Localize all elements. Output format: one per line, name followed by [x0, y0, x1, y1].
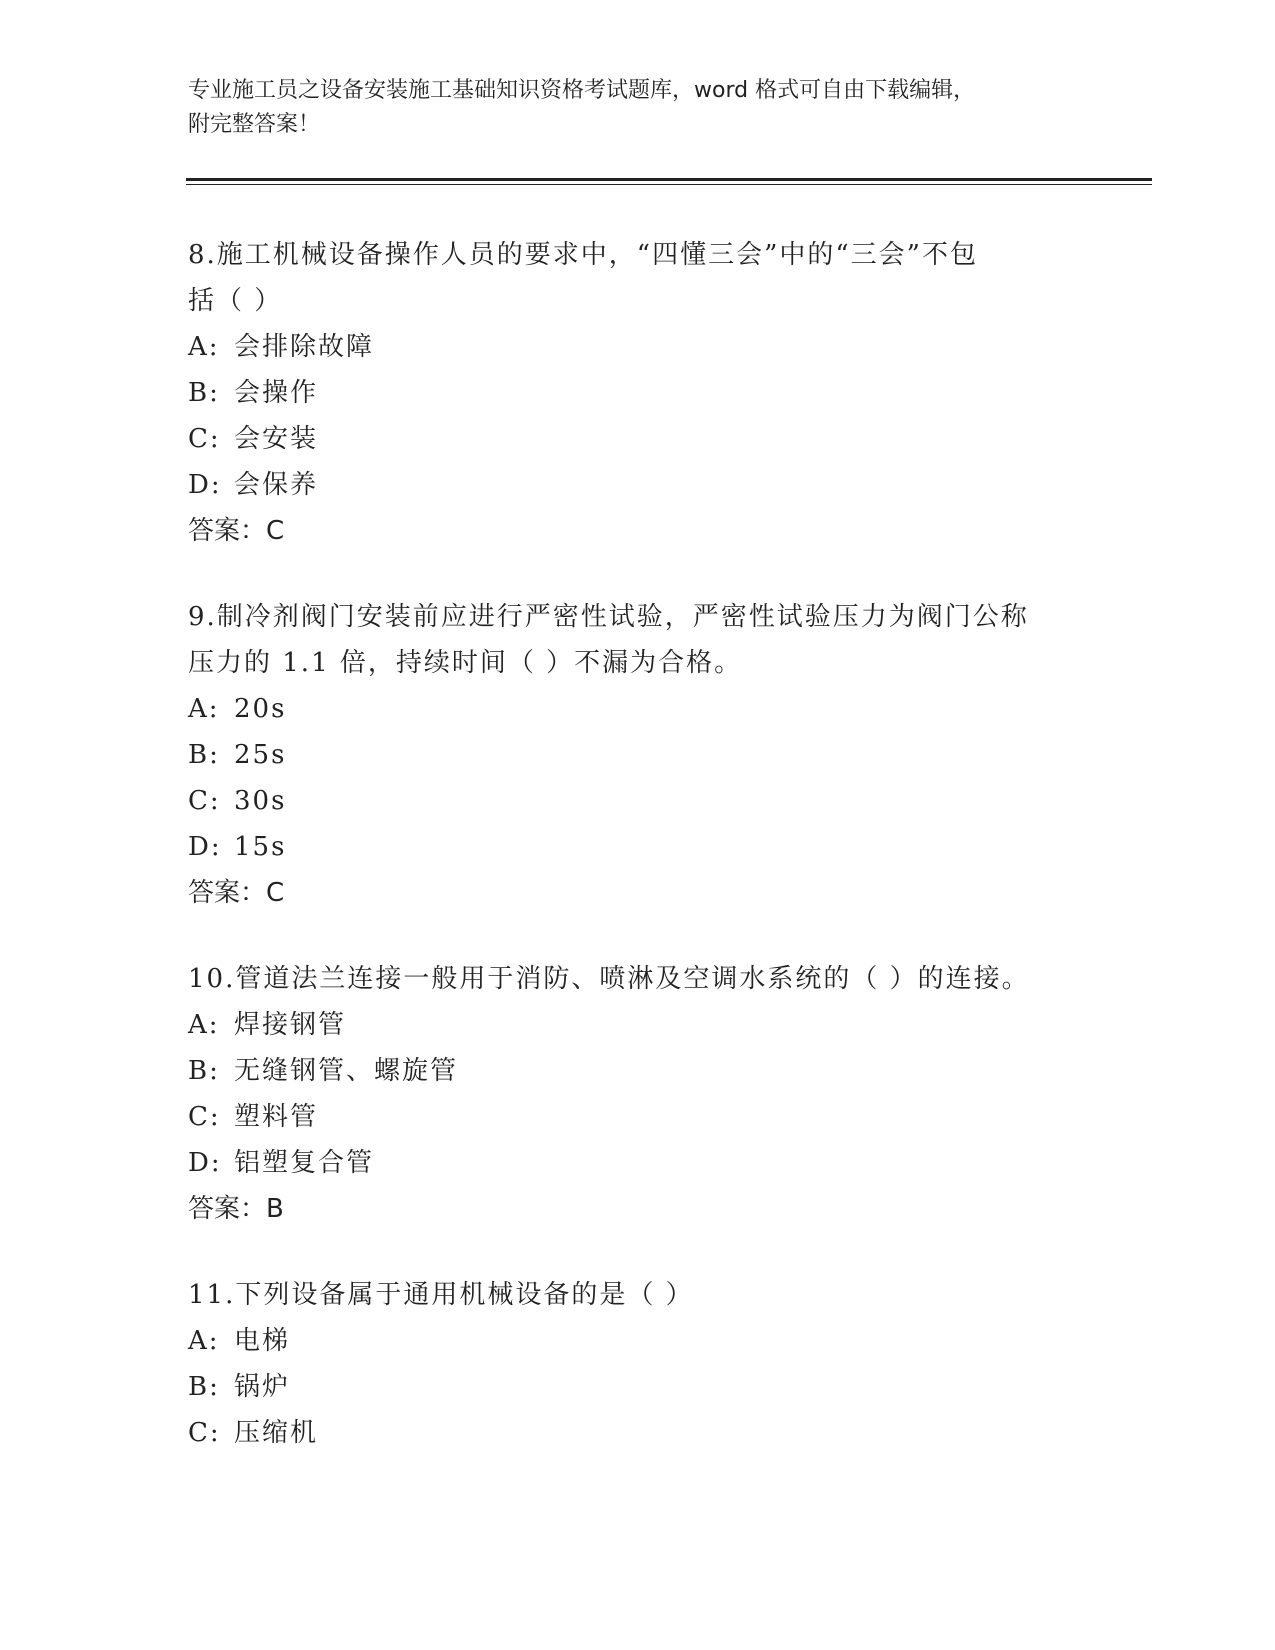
option-c — [188, 778, 1068, 824]
option-text: 无缝钢管、螺旋管 — [234, 1056, 459, 1086]
option-key: A: — [188, 1326, 220, 1356]
option-a — [188, 324, 1068, 370]
option-key: A: — [188, 1010, 220, 1040]
option-c — [188, 416, 1068, 462]
option-text: 锅炉 — [234, 1372, 291, 1402]
option-c — [188, 1410, 1068, 1456]
option-key: C: — [188, 1418, 221, 1448]
answer-line: 答案：C — [188, 878, 285, 908]
option-text: 压缩机 — [234, 1418, 319, 1448]
option-b — [188, 1048, 1068, 1094]
question-stem-line: 括（ ） — [188, 286, 283, 316]
question-list — [188, 232, 1068, 1496]
question-stem-line: 11.下列设备属于通用机械设备的是（ ） — [188, 1280, 694, 1310]
option-key: D: — [188, 470, 222, 500]
option-text: 塑料管 — [234, 1102, 319, 1132]
option-text: 焊接钢管 — [234, 1010, 347, 1040]
option-text: 会安装 — [234, 424, 319, 454]
option-b — [188, 370, 1068, 416]
option-key: B: — [188, 378, 220, 408]
question-stem-line: 10.管道法兰连接一般用于消防、喷淋及空调水系统的（ ）的连接。 — [188, 964, 1030, 994]
question-stem-line: 8.施工机械设备操作人员的要求中，“四懂三会”中的“三会”不包 — [188, 240, 978, 270]
option-a — [188, 686, 1068, 732]
option-key: D: — [188, 832, 222, 862]
document-header — [188, 74, 1068, 142]
option-text: 15s — [234, 832, 287, 862]
option-b — [188, 732, 1068, 778]
question-stem-line: 9.制冷剂阀门安装前应进行严密性试验，严密性试验压力为阀门公称 — [188, 602, 1029, 632]
question-10 — [188, 956, 1068, 1232]
option-key: A: — [188, 332, 220, 362]
option-c — [188, 1094, 1068, 1140]
option-d — [188, 1140, 1068, 1186]
option-key: B: — [188, 740, 220, 770]
question-11 — [188, 1272, 1068, 1456]
option-a — [188, 1318, 1068, 1364]
header-line-2: 附完整答案！ — [188, 112, 321, 137]
option-key: C: — [188, 1102, 221, 1132]
question-8 — [188, 232, 1068, 554]
question-stem-line: 压力的 1.1 倍，持续时间（ ）不漏为合格。 — [188, 648, 743, 678]
option-key: A: — [188, 694, 220, 724]
header-divider-thick — [186, 178, 1152, 181]
header-line-1: 专业施工员之设备安装施工基础知识资格考试题库，word 格式可自由下载编辑， — [188, 78, 976, 103]
header-divider-thin — [186, 184, 1152, 185]
option-key: D: — [188, 1148, 222, 1178]
option-key: B: — [188, 1056, 220, 1086]
option-d — [188, 824, 1068, 870]
option-text: 电梯 — [234, 1326, 291, 1356]
option-text: 30s — [234, 786, 287, 816]
option-text: 铝塑复合管 — [234, 1148, 375, 1178]
option-key: C: — [188, 424, 221, 454]
answer-line: 答案：C — [188, 516, 285, 546]
option-text: 会排除故障 — [234, 332, 375, 362]
question-9 — [188, 594, 1068, 916]
option-a — [188, 1002, 1068, 1048]
option-text: 25s — [234, 740, 287, 770]
option-b — [188, 1364, 1068, 1410]
option-d — [188, 462, 1068, 508]
option-text: 会保养 — [234, 470, 319, 500]
option-text: 20s — [234, 694, 287, 724]
option-text: 会操作 — [234, 378, 319, 408]
answer-line: 答案：B — [188, 1194, 284, 1224]
option-key: C: — [188, 786, 221, 816]
option-key: B: — [188, 1372, 220, 1402]
